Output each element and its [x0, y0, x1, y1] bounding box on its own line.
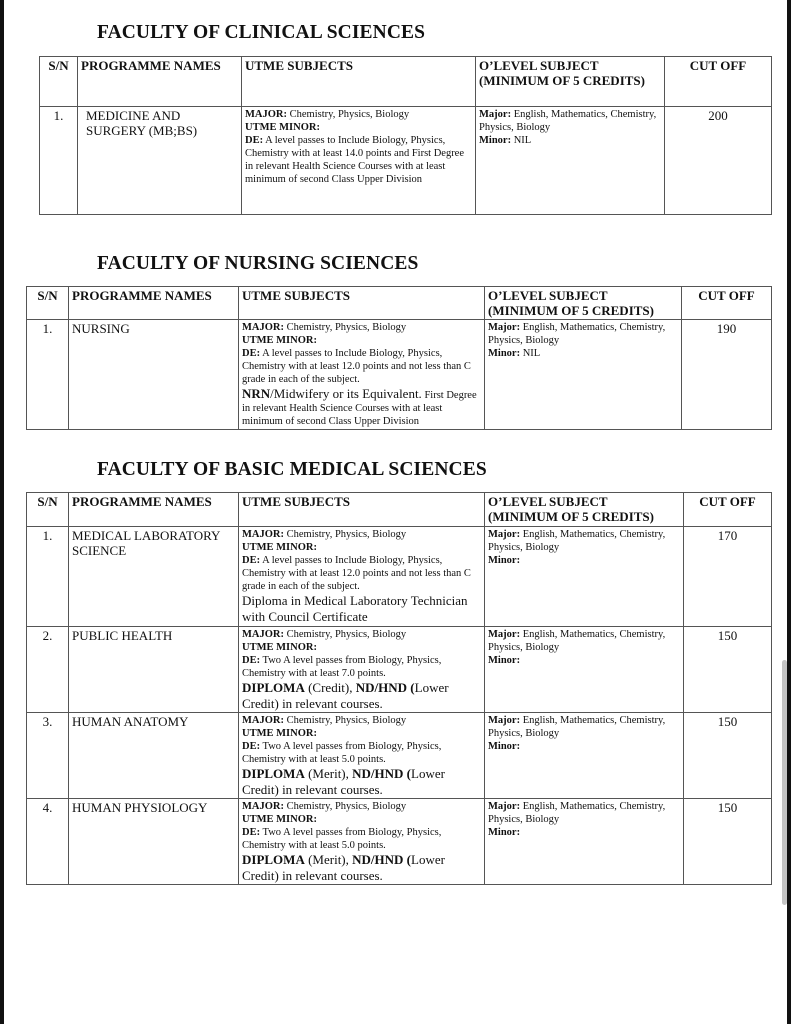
table-header-row — [27, 493, 772, 527]
row-programme: PUBLIC HEALTH — [69, 627, 239, 713]
row-sn: 1. — [40, 107, 78, 215]
col-header-utme: UTME SUBJECTS — [242, 57, 476, 107]
clinical-sciences-table — [39, 56, 772, 215]
row-programme: HUMAN PHYSIOLOGY — [69, 799, 239, 885]
row-cutoff: 150 — [684, 627, 772, 713]
row-utme-subjects: MAJOR: Chemistry, Physics, Biology UTME MINOR: DE: Two A level passes from Biology, Physics, Chemistry with at least 5.0 points. DIPLOMA (Merit), ND/HND (Lower Credit) in relevant courses. — [239, 713, 485, 799]
row-sn: 4. — [27, 799, 69, 885]
col-header-utme: UTME SUBJECTS — [239, 493, 485, 527]
row-olevel-subjects: Major: English, Mathematics, Chemistry, Physics, Biology Minor: — [485, 627, 684, 713]
row-utme-subjects: MAJOR: Chemistry, Physics, Biology UTME MINOR: DE: A level passes to Include Biology, Physics, Chemistry with at least 12.0 points and not less than C grade in each of the subject. Diploma in Medical Laboratory Technician with Council Certificate — [239, 527, 485, 627]
row-cutoff: 150 — [684, 713, 772, 799]
table-row — [27, 627, 772, 713]
row-sn: 2. — [27, 627, 69, 713]
table-header-row — [27, 287, 772, 320]
col-header-programme: PROGRAMME NAMES — [78, 57, 242, 107]
row-cutoff: 200 — [665, 107, 772, 215]
col-header-sn: S/N — [27, 287, 69, 320]
row-cutoff: 150 — [684, 799, 772, 885]
document-page — [4, 0, 787, 1024]
table-row — [40, 107, 772, 215]
faculty-nursing-title: FACULTY OF NURSING SCIENCES — [97, 253, 419, 274]
col-header-olevel: O’LEVEL SUBJECT (MINIMUM OF 5 CREDITS) — [485, 493, 684, 527]
row-olevel-subjects: Major: English, Mathematics, Chemistry, Physics, Biology Minor: — [485, 799, 684, 885]
row-programme: MEDICAL LABORATORY SCIENCE — [69, 527, 239, 627]
nursing-sciences-table — [26, 286, 772, 430]
row-programme: MEDICINE AND SURGERY (MB;BS) — [78, 107, 242, 215]
table-row — [27, 713, 772, 799]
col-header-programme: PROGRAMME NAMES — [69, 287, 239, 320]
row-olevel-subjects: Major: English, Mathematics, Chemistry, Physics, Biology Minor: NIL — [476, 107, 665, 215]
row-utme-subjects: MAJOR: Chemistry, Physics, Biology UTME MINOR: DE: Two A level passes from Biology, Physics, Chemistry with at least 7.0 points. DIPLOMA (Credit), ND/HND (Lower Credit) in relevant courses. — [239, 627, 485, 713]
row-sn: 3. — [27, 713, 69, 799]
col-header-olevel: O’LEVEL SUBJECT (MINIMUM OF 5 CREDITS) — [476, 57, 665, 107]
row-utme-subjects: MAJOR: Chemistry, Physics, Biology UTME MINOR: DE: A level passes to Include Biology, Physics, Chemistry with at least 14.0 points and First Degree in relevant Health Science Courses with at least minimum of second Class Upper Division — [242, 107, 476, 215]
col-header-sn: S/N — [40, 57, 78, 107]
col-header-sn: S/N — [27, 493, 69, 527]
row-utme-subjects: MAJOR: Chemistry, Physics, Biology UTME MINOR: DE: A level passes to Include Biology, Physics, Chemistry with at least 12.0 points and not less than C grade in each of the subject. NRN/Midwifery or its Equivalent. First Degree in relevant Health Science Courses with at least minimum of second Class Upper Division — [239, 320, 485, 430]
row-utme-subjects: MAJOR: Chemistry, Physics, Biology UTME MINOR: DE: Two A level passes from Biology, Physics, Chemistry with at least 5.0 points. DIPLOMA (Merit), ND/HND (Lower Credit) in relevant courses. — [239, 799, 485, 885]
row-cutoff: 190 — [682, 320, 772, 430]
row-programme: HUMAN ANATOMY — [69, 713, 239, 799]
col-header-programme: PROGRAMME NAMES — [69, 493, 239, 527]
faculty-basic-medical-title: FACULTY OF BASIC MEDICAL SCIENCES — [97, 459, 487, 480]
faculty-clinical-title: FACULTY OF CLINICAL SCIENCES — [97, 22, 426, 43]
row-olevel-subjects: Major: English, Mathematics, Chemistry, Physics, Biology Minor: — [485, 527, 684, 627]
col-header-cutoff: CUT OFF — [682, 287, 772, 320]
table-row — [27, 320, 772, 430]
col-header-cutoff: CUT OFF — [665, 57, 772, 107]
vertical-scrollbar[interactable] — [782, 660, 787, 905]
row-cutoff: 170 — [684, 527, 772, 627]
row-sn: 1. — [27, 320, 69, 430]
row-olevel-subjects: Major: English, Mathematics, Chemistry, Physics, Biology Minor: NIL — [485, 320, 682, 430]
col-header-olevel: O’LEVEL SUBJECT (MINIMUM OF 5 CREDITS) — [485, 287, 682, 320]
col-header-cutoff: CUT OFF — [684, 493, 772, 527]
row-programme: NURSING — [69, 320, 239, 430]
table-header-row — [40, 57, 772, 107]
table-row — [27, 799, 772, 885]
col-header-utme: UTME SUBJECTS — [239, 287, 485, 320]
row-olevel-subjects: Major: English, Mathematics, Chemistry, Physics, Biology Minor: — [485, 713, 684, 799]
basic-medical-sciences-table — [26, 492, 772, 885]
row-sn: 1. — [27, 527, 69, 627]
table-row — [27, 527, 772, 627]
